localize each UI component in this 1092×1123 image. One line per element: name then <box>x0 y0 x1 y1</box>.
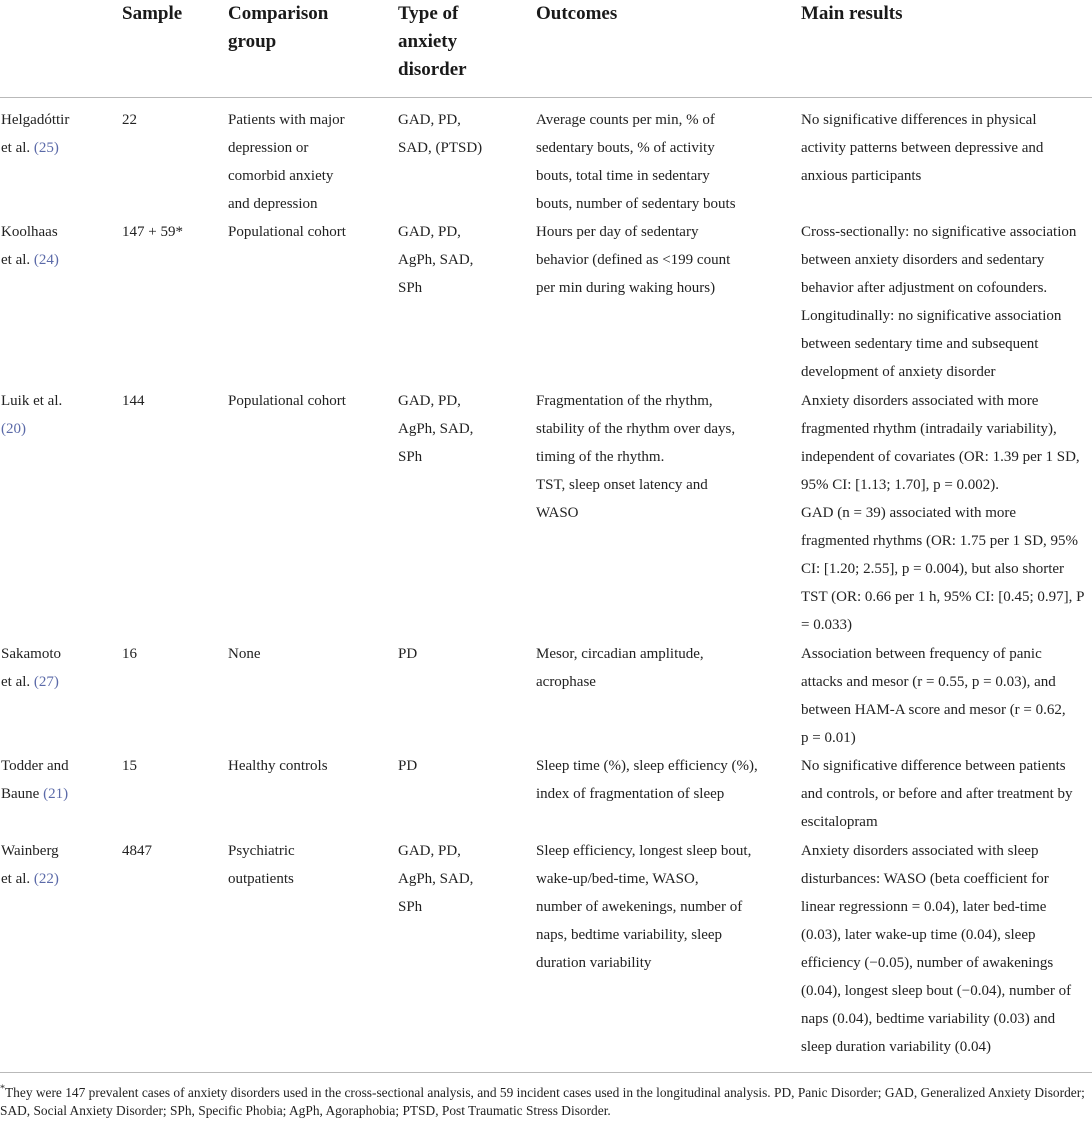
author-line <box>1 668 61 696</box>
cell-line: Psychiatric <box>228 843 295 859</box>
cell-line: bouts, total time in sedentary <box>536 168 710 184</box>
cell-line: fragmented rhythms (OR: 1.75 per 1 SD, 95% <box>801 533 1079 549</box>
header-divider <box>0 97 1092 98</box>
author-line: Luik et al. <box>1 393 63 409</box>
comparison-group-cell <box>228 837 295 893</box>
cell-line: bouts, number of sedentary bouts <box>536 196 736 212</box>
cell-line: PD <box>398 758 418 774</box>
cell-line: depression or <box>228 140 309 156</box>
cell-line: anxious participants <box>801 168 922 184</box>
cell-line: Average counts per min, % of <box>536 112 715 128</box>
study-author-cell <box>1 752 69 808</box>
header-type-line: Type of <box>398 3 459 24</box>
author-line <box>1 865 59 893</box>
cell-line: GAD, PD, <box>398 112 461 128</box>
reference-link[interactable]: (20) <box>1 421 26 437</box>
sample-cell: 15 <box>122 758 137 774</box>
cell-line: between sedentary time and subsequent <box>801 336 1039 352</box>
comparison-group-cell <box>228 640 261 668</box>
cell-line: duration variability <box>536 955 652 971</box>
cell-line: AgPh, SAD, <box>398 252 474 268</box>
main-results-cell <box>801 387 1084 639</box>
main-results-cell <box>801 218 1076 386</box>
author-line: Helgadóttir <box>1 112 70 128</box>
author-line-text: et al. <box>1 871 31 887</box>
cell-line: naps (0.04), bedtime variability (0.03) and <box>801 1011 1056 1027</box>
author-line: Wainberg <box>1 843 59 859</box>
cell-line: None <box>228 646 261 662</box>
cell-line: comorbid anxiety <box>228 168 334 184</box>
study-author-cell <box>1 640 61 696</box>
cell-line: Longitudinally: no significative association <box>801 308 1062 324</box>
cell-line: and depression <box>228 196 318 212</box>
outcomes-cell <box>536 752 758 808</box>
cell-line: efficiency (−0.05), number of awakenings <box>801 955 1054 971</box>
cell-line: Hours per day of sedentary <box>536 224 699 240</box>
header-comparison-line: Comparison <box>228 3 329 24</box>
cell-line: wake-up/bed-time, WASO, <box>536 871 699 887</box>
cell-line: escitalopram <box>801 814 878 830</box>
main-results-cell <box>801 106 1043 190</box>
cell-line: p = 0.01) <box>801 730 856 746</box>
comparison-group-cell <box>228 752 328 780</box>
cell-line: GAD (n = 39) associated with more <box>801 505 1017 521</box>
cell-line: activity patterns between depressive and <box>801 140 1044 156</box>
outcomes-cell <box>536 837 751 977</box>
cell-line: per min during waking hours) <box>536 280 716 296</box>
reference-link[interactable]: (27) <box>33 674 59 690</box>
outcomes-cell <box>536 640 704 696</box>
author-line <box>1 415 62 443</box>
table-bottom-divider <box>0 1072 1092 1073</box>
author-line <box>1 134 69 162</box>
reference-link[interactable]: (22) <box>33 871 59 887</box>
cell-line: GAD, PD, <box>398 843 461 859</box>
study-author-cell <box>1 218 59 274</box>
header-type-of-anxiety-disorder <box>398 0 467 84</box>
cell-line: SPh <box>398 899 423 915</box>
anxiety-type-cell <box>398 218 473 302</box>
cell-line: development of anxiety disorder <box>801 364 996 380</box>
cell-line: Patients with major <box>228 112 345 128</box>
cell-line: attacks and mesor (r = 0.55, p = 0.03), and <box>801 674 1056 690</box>
header-type-line: disorder <box>398 59 467 80</box>
header-comparison-group <box>228 0 328 56</box>
anxiety-type-cell <box>398 837 473 921</box>
cell-line: CI: [1.20; 2.55], p = 0.004), but also shorter <box>801 561 1065 577</box>
cell-line: PD <box>398 646 418 662</box>
cell-line: Sleep time (%), sleep efficiency (%), <box>536 758 758 774</box>
cell-line: (0.03), later wake-up time (0.04), sleep <box>801 927 1036 943</box>
cell-line: between anxiety disorders and sedentary <box>801 252 1045 268</box>
main-results-cell <box>801 640 1066 752</box>
cell-line: fragmented rhythm (intradaily variability), <box>801 421 1057 437</box>
reference-link[interactable]: (21) <box>43 786 69 802</box>
cell-line: Anxiety disorders associated with sleep <box>801 843 1039 859</box>
cell-line: Populational cohort <box>228 393 346 409</box>
cell-line: Fragmentation of the rhythm, <box>536 393 713 409</box>
cell-line: (0.04), longest sleep bout (−0.04), number of <box>801 983 1072 999</box>
comparison-group-cell <box>228 106 345 218</box>
cell-line: SPh <box>398 449 423 465</box>
comparison-group-cell <box>228 387 346 415</box>
author-line: Todder and <box>1 758 69 774</box>
cell-line: acrophase <box>536 674 596 690</box>
author-line-text: et al. <box>1 674 31 690</box>
author-line-text: Baune <box>1 786 40 802</box>
cell-line: stability of the rhythm over days, <box>536 421 736 437</box>
cell-line: Sleep efficiency, longest sleep bout, <box>536 843 752 859</box>
cell-line: behavior (defined as <199 count <box>536 252 731 268</box>
study-author-cell <box>1 387 62 443</box>
cell-line: = 0.033) <box>801 617 852 633</box>
cell-line: timing of the rhythm. <box>536 449 665 465</box>
header-main-results: Main results <box>801 3 903 24</box>
cell-line: and controls, or before and after treatment by <box>801 786 1073 802</box>
main-results-cell <box>801 752 1073 836</box>
cell-line: naps, bedtime variability, sleep <box>536 927 723 943</box>
cell-line: WASO <box>536 505 579 521</box>
anxiety-type-cell <box>398 640 417 668</box>
cell-line: linear regressionn = 0.04), later bed-time <box>801 899 1047 915</box>
outcomes-cell <box>536 218 730 302</box>
author-line-text: et al. <box>1 252 31 268</box>
cell-line: number of awekenings, number of <box>536 899 743 915</box>
header-sample: Sample <box>122 3 183 24</box>
cell-line: disturbances: WASO (beta coefficient for <box>801 871 1049 887</box>
cell-line: outpatients <box>228 871 294 887</box>
anxiety-type-cell <box>398 106 482 162</box>
outcomes-cell <box>536 106 736 218</box>
author-line <box>1 246 59 274</box>
sample-cell: 144 <box>122 393 145 409</box>
cell-line: No significative difference between patients <box>801 758 1066 774</box>
cell-line: Anxiety disorders associated with more <box>801 393 1039 409</box>
outcomes-cell <box>536 387 735 527</box>
cell-line: Healthy controls <box>228 758 328 774</box>
reference-link[interactable]: (24) <box>33 252 59 268</box>
author-line <box>1 780 69 808</box>
cell-line: between HAM-A score and mesor (r = 0.62, <box>801 702 1066 718</box>
study-author-cell <box>1 106 69 162</box>
cell-line: index of fragmentation of sleep <box>536 786 725 802</box>
sample-cell: 4847 <box>122 843 152 859</box>
cell-line: sleep duration variability (0.04) <box>801 1039 991 1055</box>
cell-line: AgPh, SAD, <box>398 421 474 437</box>
cell-line: GAD, PD, <box>398 393 461 409</box>
header-outcomes: Outcomes <box>536 3 618 24</box>
cell-line: TST (OR: 0.66 per 1 h, 95% CI: [0.45; 0.97], P <box>801 589 1085 605</box>
anxiety-type-cell <box>398 752 417 780</box>
cell-line: No significative differences in physical <box>801 112 1037 128</box>
cell-line: AgPh, SAD, <box>398 871 474 887</box>
author-line: Sakamoto <box>1 646 61 662</box>
cell-line: behavior after adjustment on cofounders. <box>801 280 1048 296</box>
comparison-group-cell <box>228 218 346 246</box>
author-line-text: et al. <box>1 140 31 156</box>
footnote-marker: * <box>0 1083 5 1095</box>
sample-cell: 16 <box>122 646 137 662</box>
cell-line: 95% CI: [1.13; 1.70], p = 0.002). <box>801 477 1000 493</box>
cell-line: GAD, PD, <box>398 224 461 240</box>
table-footnote <box>0 1084 1090 1120</box>
footnote-text: They were 147 prevalent cases of anxiety disorders used in the cross-sectional analysis, and 59 incident cases used in the longitudinal analysis. PD, Panic Disorder; GAD, Generalized Anxiety Disorder; SAD, Social Anxiety Disorder; SPh, Specific Phobia; AgPh, Agoraphobia; PTSD, Post Traumatic Stress Disorder. <box>0 1085 1085 1118</box>
cell-line: SPh <box>398 280 423 296</box>
study-author-cell <box>1 837 59 893</box>
sample-cell: 22 <box>122 112 137 128</box>
header-comparison-line: group <box>228 31 277 52</box>
cell-line: Mesor, circadian amplitude, <box>536 646 704 662</box>
cell-line: TST, sleep onset latency and <box>536 477 708 493</box>
cell-line: Cross-sectionally: no significative association <box>801 224 1077 240</box>
sample-cell: 147 + 59* <box>122 224 183 240</box>
cell-line: SAD, (PTSD) <box>398 140 483 156</box>
cell-line: Association between frequency of panic <box>801 646 1042 662</box>
anxiety-type-cell <box>398 387 473 471</box>
cell-line: sedentary bouts, % of activity <box>536 140 715 156</box>
author-line: Koolhaas <box>1 224 58 240</box>
main-results-cell <box>801 837 1071 1061</box>
reference-link[interactable]: (25) <box>33 140 59 156</box>
cell-line: Populational cohort <box>228 224 346 240</box>
cell-line: independent of covariates (OR: 1.39 per 1 SD, <box>801 449 1080 465</box>
header-type-line: anxiety <box>398 31 458 52</box>
